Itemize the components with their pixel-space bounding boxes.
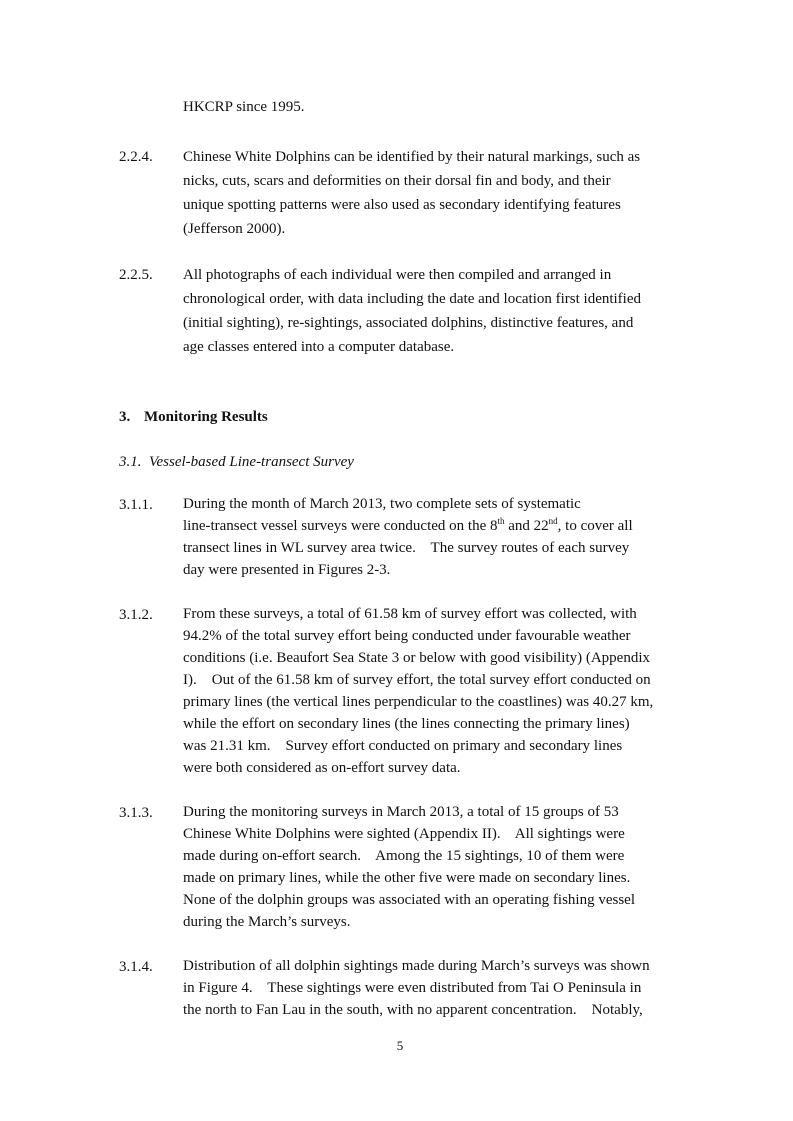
text-line: During the monitoring surveys in March 2013, a total of 15 groups of 53 — [183, 804, 619, 820]
paragraph-number: 3.1.1. — [119, 497, 153, 513]
section-heading — [119, 405, 268, 429]
text-line: while the effort on secondary lines (the lines connecting the primary lines) — [183, 716, 630, 732]
text-line: nicks, cuts, scars and deformities on their dorsal fin and body, and their — [183, 173, 611, 189]
paragraph-body — [183, 955, 703, 1021]
text-line: 94.2% of the total survey effort being conducted under favourable weather — [183, 628, 631, 644]
text-line: conditions (i.e. Beaufort Sea State 3 or below with good visibility) (Appendix — [183, 650, 651, 666]
text-line: made on primary lines, while the other five were made on secondary lines. — [183, 870, 631, 886]
text-line: (initial sighting), re-sightings, associated dolphins, distinctive features, and — [183, 315, 634, 331]
paragraph-body — [183, 493, 703, 581]
text-line: chronological order, with data including the date and location first identified — [183, 291, 642, 307]
subsection-heading — [119, 450, 354, 474]
text-line: During the month of March 2013, two complete sets of systematic — [183, 496, 581, 512]
text-line: From these surveys, a total of 61.58 km of survey effort was collected, with — [183, 606, 637, 622]
text-line: was 21.31 km. Survey effort conducted on primary and secondary lines — [183, 738, 623, 754]
text-line: unique spotting patterns were also used as secondary identifying features — [183, 197, 621, 213]
paragraph-body — [183, 263, 703, 359]
superscript: nd — [548, 516, 558, 526]
text-line: Chinese White Dolphins were sighted (Appendix II). All sightings were — [183, 826, 625, 842]
text-line: in Figure 4. These sightings were even distributed from Tai O Peninsula in — [183, 980, 642, 996]
text-line: age classes entered into a computer database. — [183, 339, 455, 355]
text-line: the north to Fan Lau in the south, with no apparent concentration. Notably, — [183, 1002, 643, 1018]
text-line: were both considered as on-effort survey data. — [183, 760, 461, 776]
subsection-title: Vessel-based Line-transect Survey — [149, 454, 354, 470]
text-line: Chinese White Dolphins can be identified by their natural markings, such as — [183, 149, 641, 165]
continuation-text: HKCRP since 1995. — [183, 99, 305, 115]
section-number: 3. — [119, 409, 131, 425]
text-line: Distribution of all dolphin sightings made during March’s surveys was shown — [183, 958, 650, 974]
text-line: (Jefferson 2000). — [183, 221, 286, 237]
paragraph-body — [183, 603, 703, 779]
paragraph-number: 3.1.3. — [119, 805, 153, 821]
text-line: during the March’s surveys. — [183, 914, 351, 930]
text-line: All photographs of each individual were then compiled and arranged in — [183, 267, 612, 283]
paragraph-body — [183, 801, 703, 933]
text-line: None of the dolphin groups was associated with an operating fishing vessel — [183, 892, 635, 908]
text-line: primary lines (the vertical lines perpendicular to the coastlines) was 40.27 km, — [183, 694, 654, 710]
text-line: I). Out of the 61.58 km of survey effort, the total survey effort conducted on — [183, 672, 651, 688]
text-line: transect lines in WL survey area twice. The survey routes of each survey — [183, 540, 630, 556]
paragraph-body — [183, 145, 703, 241]
subsection-number: 3.1. — [119, 454, 142, 470]
text-line: line-transect vessel surveys were conducted on the 8th and 22nd, to cover all — [183, 516, 633, 534]
paragraph-number: 3.1.4. — [119, 959, 153, 975]
paragraph-number: 2.2.5. — [119, 267, 153, 283]
text-line: made during on-effort search. Among the 15 sightings, 10 of them were — [183, 848, 625, 864]
section-title: Monitoring Results — [144, 409, 268, 425]
text-line: day were presented in Figures 2-3. — [183, 562, 391, 578]
paragraph-number: 3.1.2. — [119, 607, 153, 623]
superscript: th — [497, 516, 505, 526]
paragraph-number: 2.2.4. — [119, 149, 153, 165]
page-number: 5 — [396, 1038, 404, 1053]
